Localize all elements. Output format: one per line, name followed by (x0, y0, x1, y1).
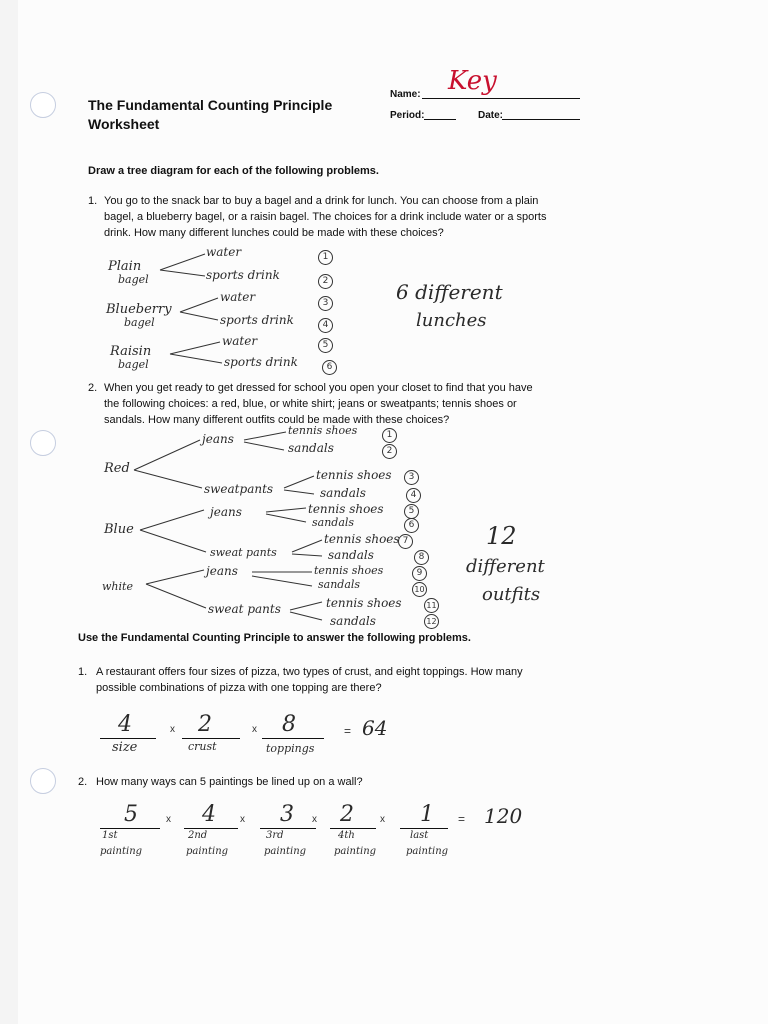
outcome-number: 8 (414, 550, 429, 565)
tree2-shoe-label: sandals (288, 441, 334, 455)
tree1-plain-water: water (206, 245, 242, 259)
painting-factor-label: 1st (102, 830, 118, 841)
painting-factor-label2: painting (100, 846, 143, 857)
branch (290, 602, 322, 610)
outcome-number: 2 (382, 444, 397, 459)
tree1-plain-sports: sports drink (206, 268, 280, 282)
q2-text-line2: the following choices: a red, blue, or white shirt; jeans or sweatpants; tennis shoes or (104, 398, 517, 410)
tree2-shoe-label: tennis shoes (324, 532, 400, 546)
outcome-number: 1 (382, 428, 397, 443)
multiply-sign: x (252, 724, 257, 735)
answer-blank (260, 828, 316, 829)
pizza-toppings-value: 8 (282, 712, 296, 737)
branch (244, 442, 284, 450)
multiply-sign: x (166, 814, 171, 825)
branch-blue-jeans (140, 510, 204, 530)
tree2-shoe-label: sandals (320, 486, 366, 500)
pizza-result: 64 (362, 716, 388, 740)
q1-number: 1. (88, 195, 98, 207)
painting-factor-label2: painting (186, 846, 229, 857)
branch-red-jeans (134, 440, 200, 470)
branch (292, 554, 322, 556)
q1-text-line3: drink. How many different lunches could be made with these choices? (104, 227, 444, 239)
painting-factor-label2: painting (334, 846, 377, 857)
outcome-number: 4 (318, 318, 333, 333)
outcome-number: 1 (318, 250, 333, 265)
period-label: Period: (390, 110, 425, 121)
tree1-blueberry-label2: bagel (124, 316, 155, 329)
tree1-plain-label2: bagel (118, 273, 149, 286)
painting-factor-value: 2 (340, 802, 354, 827)
tree1-raisin-water: water (222, 334, 258, 348)
answer-blank (330, 828, 376, 829)
branch-white-sweatpants (146, 584, 206, 608)
multiply-sign: x (240, 814, 245, 825)
q2-text-line3: sandals. How many different outfits could be made with these choices? (104, 414, 450, 426)
outcome-number: 5 (404, 504, 419, 519)
tree2-shoe-label: tennis shoes (326, 596, 402, 610)
outcome-number: 3 (404, 470, 419, 485)
branch-white-jeans (146, 570, 204, 584)
outcome-number: 3 (318, 296, 333, 311)
painting-factor-label: 3rd (266, 830, 284, 841)
answer-blank (262, 738, 324, 739)
tree2-shoe-label: tennis shoes (314, 564, 384, 577)
q2-number: 2. (88, 382, 98, 394)
branch (284, 490, 314, 494)
branch (252, 576, 312, 586)
tree1-plain-label: Plain (108, 259, 142, 274)
painting-factor-label: last (410, 830, 429, 841)
equals-sign: = (458, 812, 466, 826)
pizza-size-label: size (112, 740, 138, 755)
s2-q2-text-line1: How many ways can 5 paintings be lined up on a wall? (96, 776, 363, 788)
answer-blank (100, 828, 160, 829)
outcome-number: 12 (424, 614, 439, 629)
q2-answer-line3: outfits (482, 584, 541, 605)
section1-heading: Draw a tree diagram for each of the following problems. (88, 165, 379, 177)
painting-factor-label2: painting (406, 846, 449, 857)
paintings-result: 120 (484, 804, 523, 828)
outcome-number: 7 (398, 534, 413, 549)
branch-blue-sweatpants (140, 530, 206, 552)
tree2-shoe-label: sandals (330, 614, 376, 628)
outcome-number: 9 (412, 566, 427, 581)
tree2-blue-label: Blue (104, 522, 134, 537)
tree1-raisin-sports: sports drink (224, 355, 298, 369)
s2-q2-number: 2. (78, 776, 88, 788)
tree2-red-sweatpants: sweatpants (204, 482, 274, 496)
tree2-white-sweatpants: sweat pants (208, 602, 281, 616)
branch-red-sweatpants (134, 470, 202, 488)
tree2-white-jeans: jeans (206, 564, 238, 578)
tree2-white-label: white (102, 580, 133, 593)
branch (266, 514, 306, 522)
painting-factor-value: 4 (202, 802, 216, 827)
outcome-number: 5 (318, 338, 333, 353)
multiply-sign: x (380, 814, 385, 825)
equals-sign: = (344, 724, 352, 738)
worksheet-title-line1: The Fundamental Counting Principle (88, 97, 333, 113)
outcome-number: 6 (322, 360, 337, 375)
pizza-crust-value: 2 (198, 712, 212, 737)
s2-q1-text-line2: possible combinations of pizza with one topping are there? (96, 682, 382, 694)
outcome-number: 2 (318, 274, 333, 289)
painting-factor-value: 5 (124, 802, 138, 827)
name-value-key: Key (448, 66, 497, 96)
date-label: Date: (478, 110, 504, 121)
q1-answer-line2: lunches (416, 310, 487, 331)
q1-text-line1: You go to the snack bar to buy a bagel and a drink for lunch. You can choose from a plain (104, 195, 539, 207)
tree2-shoe-label: tennis shoes (308, 502, 384, 516)
outcome-number: 11 (424, 598, 439, 613)
tree2-blue-sweatpants: sweat pants (210, 546, 277, 559)
s2-q1-number: 1. (78, 666, 88, 678)
painting-factor-label: 2nd (188, 830, 208, 841)
tree2-blue-jeans: jeans (210, 505, 242, 519)
q1-answer-line1: 6 different (396, 280, 503, 304)
branch (266, 508, 306, 512)
painting-factor-value: 1 (420, 802, 434, 827)
pizza-toppings-label: toppings (266, 742, 315, 755)
tree1-blueberry-sports: sports drink (220, 313, 294, 327)
multiply-sign: x (312, 814, 317, 825)
outcome-number: 4 (406, 488, 421, 503)
tree2-red-jeans: jeans (202, 432, 234, 446)
tree2-shoe-label: tennis shoes (316, 468, 392, 482)
s2-q1-text-line1: A restaurant offers four sizes of pizza, two types of crust, and eight toppings. How many (96, 666, 523, 678)
multiply-sign: x (170, 724, 175, 735)
tree2-red-label: Red (104, 461, 130, 476)
outcome-number: 10 (412, 582, 427, 597)
branch (290, 612, 322, 620)
q1-text-line2: bagel, a blueberry bagel, or a raisin bagel. The choices for a drink include water or a sports (104, 211, 547, 223)
tree2-shoe-label: tennis shoes (288, 424, 358, 437)
q2-answer-line2: different (466, 556, 545, 577)
tree1-raisin-label: Raisin (110, 344, 152, 359)
tree2-shoe-label: sandals (328, 548, 374, 562)
painting-factor-label: 4th (338, 830, 355, 841)
pizza-size-value: 4 (118, 712, 132, 737)
branch (284, 476, 314, 488)
outcome-number: 6 (404, 518, 419, 533)
name-label: Name: (390, 89, 421, 100)
tree1-blueberry-label: Blueberry (106, 302, 172, 317)
answer-blank (400, 828, 448, 829)
answer-blank (100, 738, 156, 739)
section2-heading: Use the Fundamental Counting Principle to answer the following problems. (78, 632, 471, 644)
painting-factor-value: 3 (280, 802, 294, 827)
painting-factor-label2: painting (264, 846, 307, 857)
branch (292, 540, 322, 552)
answer-blank (182, 738, 240, 739)
tree1-raisin-label2: bagel (118, 358, 149, 371)
tree2-shoe-label: sandals (312, 516, 355, 529)
tree1-blueberry-water: water (220, 290, 256, 304)
q2-text-line1: When you get ready to get dressed for school you open your closet to find that you have (104, 382, 533, 394)
branch (244, 432, 286, 440)
worksheet-title-line2: Worksheet (88, 116, 160, 132)
answer-blank (184, 828, 238, 829)
pizza-crust-label: crust (188, 740, 217, 753)
tree2-shoe-label: sandals (318, 578, 361, 591)
q2-answer-line1: 12 (486, 522, 517, 550)
